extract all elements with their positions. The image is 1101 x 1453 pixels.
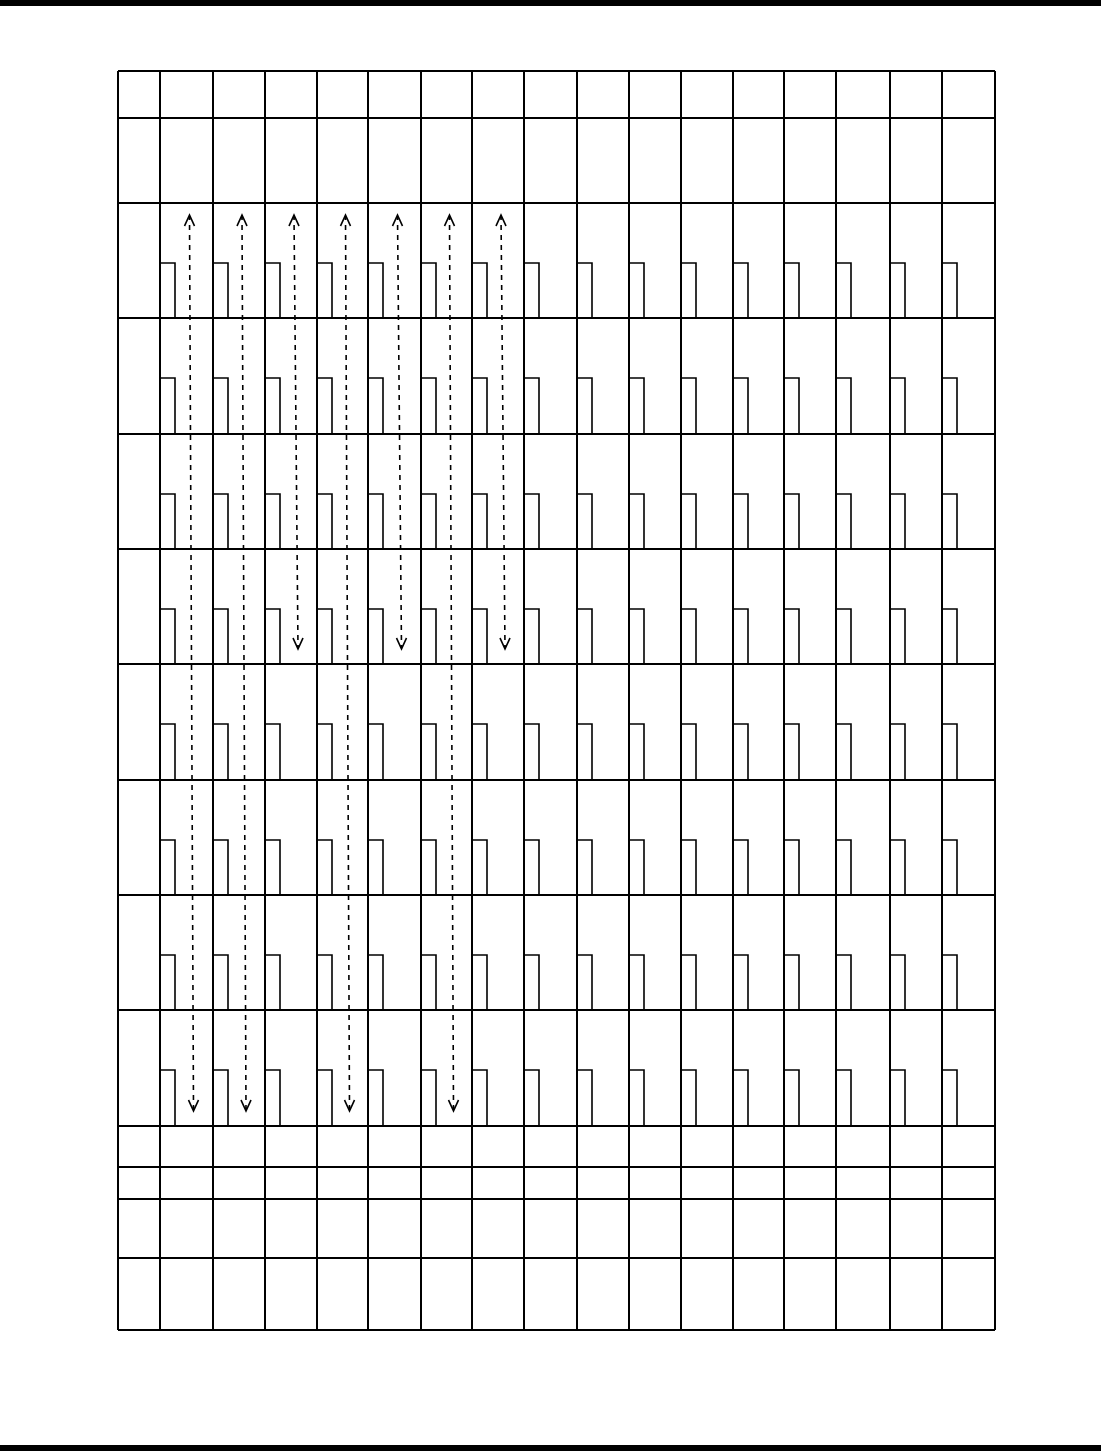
pulse-marker xyxy=(734,840,748,895)
pulse-marker xyxy=(473,955,487,1010)
pulse-marker xyxy=(837,494,851,549)
pulse-marker xyxy=(369,840,383,895)
pulse-marker xyxy=(266,1070,280,1126)
arrow-up-icon xyxy=(185,215,195,226)
pulse-marker xyxy=(891,955,905,1010)
pulse-marker xyxy=(943,263,957,318)
pulse-marker xyxy=(473,378,487,434)
pulse-marker xyxy=(525,840,539,895)
pulse-marker xyxy=(266,955,280,1010)
dashed-arrow-line xyxy=(501,215,505,649)
pulse-marker xyxy=(422,378,436,434)
pulse-marker xyxy=(161,378,175,434)
pulse-marker xyxy=(214,1070,228,1126)
pulse-marker xyxy=(578,955,592,1010)
pulse-marker xyxy=(318,378,332,434)
pulse-marker xyxy=(734,609,748,664)
pulse-marker xyxy=(578,840,592,895)
pulse-marker xyxy=(630,724,644,780)
pulse-marker xyxy=(318,494,332,549)
pulse-marker xyxy=(943,494,957,549)
pulse-marker xyxy=(525,955,539,1010)
pulse-marker xyxy=(266,263,280,318)
pulse-marker xyxy=(525,1070,539,1126)
pulse-marker xyxy=(785,724,799,780)
pulse-marker xyxy=(525,263,539,318)
pulse-marker xyxy=(161,609,175,664)
pulse-marker xyxy=(785,378,799,434)
pulse-marker xyxy=(161,1070,175,1126)
pulse-marker xyxy=(161,263,175,318)
arrow-up-icon xyxy=(289,215,299,226)
pulse-marker xyxy=(837,609,851,664)
pulse-marker xyxy=(630,263,644,318)
pulse-marker xyxy=(422,955,436,1010)
pulse-marker xyxy=(682,955,696,1010)
pulse-marker xyxy=(369,263,383,318)
pulse-marker xyxy=(734,1070,748,1126)
pulse-marker xyxy=(214,494,228,549)
pulse-marker xyxy=(682,1070,696,1126)
dashed-arrow-line xyxy=(294,215,298,649)
pulse-marker xyxy=(422,609,436,664)
pulse-marker xyxy=(891,494,905,549)
pulse-marker xyxy=(161,724,175,780)
pulse-marker xyxy=(734,378,748,434)
pulse-marker xyxy=(891,378,905,434)
pulse-marker xyxy=(734,263,748,318)
pulse-marker xyxy=(682,840,696,895)
pulse-marker xyxy=(682,494,696,549)
pulse-marker xyxy=(837,1070,851,1126)
pulse-marker xyxy=(785,1070,799,1126)
pulse-marker xyxy=(266,724,280,780)
pulse-marker xyxy=(369,724,383,780)
pulse-marker xyxy=(630,378,644,434)
pulse-marker xyxy=(785,840,799,895)
pulse-marker xyxy=(891,609,905,664)
pulse-marker xyxy=(318,609,332,664)
pulse-marker xyxy=(525,378,539,434)
pulse-marker xyxy=(266,378,280,434)
pulse-marker xyxy=(161,494,175,549)
pulse-marker xyxy=(214,840,228,895)
pulse-marker xyxy=(318,955,332,1010)
dashed-arrow-line xyxy=(398,215,402,649)
pulse-marker xyxy=(837,955,851,1010)
pulse-marker xyxy=(682,609,696,664)
pulse-marker xyxy=(369,1070,383,1126)
pulse-marker xyxy=(682,724,696,780)
pulse-marker xyxy=(473,494,487,549)
pulse-marker xyxy=(214,609,228,664)
pulse-marker xyxy=(837,840,851,895)
pulse-marker xyxy=(891,724,905,780)
pulse-marker xyxy=(785,494,799,549)
pulse-marker xyxy=(630,609,644,664)
arrow-up-icon xyxy=(237,215,247,226)
pulse-marker xyxy=(525,609,539,664)
pulse-marker xyxy=(422,840,436,895)
arrow-up-icon xyxy=(445,215,455,226)
pulse-marker xyxy=(578,724,592,780)
pulse-marker xyxy=(837,378,851,434)
pulse-marker xyxy=(785,955,799,1010)
pulse-marker xyxy=(578,494,592,549)
pulse-marker xyxy=(422,263,436,318)
pulse-marker xyxy=(473,263,487,318)
pulse-marker xyxy=(578,1070,592,1126)
pulse-marker xyxy=(422,724,436,780)
pulse-marker xyxy=(943,955,957,1010)
pulse-marker xyxy=(578,609,592,664)
pulse-marker xyxy=(318,1070,332,1126)
pulse-marker xyxy=(943,724,957,780)
pulse-marker xyxy=(943,378,957,434)
pulse-marker xyxy=(734,494,748,549)
pulse-marker xyxy=(318,263,332,318)
arrow-up-icon xyxy=(496,215,506,226)
pulse-marker xyxy=(682,378,696,434)
pulse-marker xyxy=(369,955,383,1010)
pulse-marker xyxy=(214,955,228,1010)
pulse-marker xyxy=(891,1070,905,1126)
pulse-marker xyxy=(369,609,383,664)
pulse-marker xyxy=(422,1070,436,1126)
pulse-marker xyxy=(473,840,487,895)
pulse-marker xyxy=(943,609,957,664)
pulse-marker xyxy=(161,955,175,1010)
pulse-marker xyxy=(943,840,957,895)
pulse-marker xyxy=(630,840,644,895)
pulse-marker xyxy=(266,840,280,895)
arrow-up-icon xyxy=(341,215,351,226)
pulse-marker xyxy=(630,955,644,1010)
pulse-marker xyxy=(266,609,280,664)
arrow-up-icon xyxy=(393,215,403,226)
pulse-marker xyxy=(943,1070,957,1126)
pulse-marker xyxy=(630,494,644,549)
pulse-marker xyxy=(214,378,228,434)
pulse-marker xyxy=(318,724,332,780)
pulse-marker xyxy=(473,1070,487,1126)
pulse-marker xyxy=(837,263,851,318)
pulse-marker xyxy=(682,263,696,318)
pulse-marker xyxy=(369,494,383,549)
pulse-marker xyxy=(630,1070,644,1126)
page-bottom-rule xyxy=(0,1445,1101,1451)
pulse-marker xyxy=(578,378,592,434)
pulse-marker xyxy=(214,724,228,780)
pulse-marker xyxy=(214,263,228,318)
pulse-marker xyxy=(525,724,539,780)
pulse-marker xyxy=(837,724,851,780)
pulse-marker xyxy=(266,494,280,549)
pulse-marker xyxy=(369,378,383,434)
pulse-marker xyxy=(734,955,748,1010)
pulse-marker xyxy=(525,494,539,549)
pulse-marker xyxy=(473,724,487,780)
pulse-marker xyxy=(473,609,487,664)
pulse-marker xyxy=(785,609,799,664)
pulse-marker xyxy=(578,263,592,318)
pulse-marker xyxy=(161,840,175,895)
pulse-marker xyxy=(734,724,748,780)
pulse-marker xyxy=(891,840,905,895)
pulse-marker xyxy=(785,263,799,318)
pulse-marker xyxy=(422,494,436,549)
pulse-marker xyxy=(891,263,905,318)
pulse-marker xyxy=(318,840,332,895)
